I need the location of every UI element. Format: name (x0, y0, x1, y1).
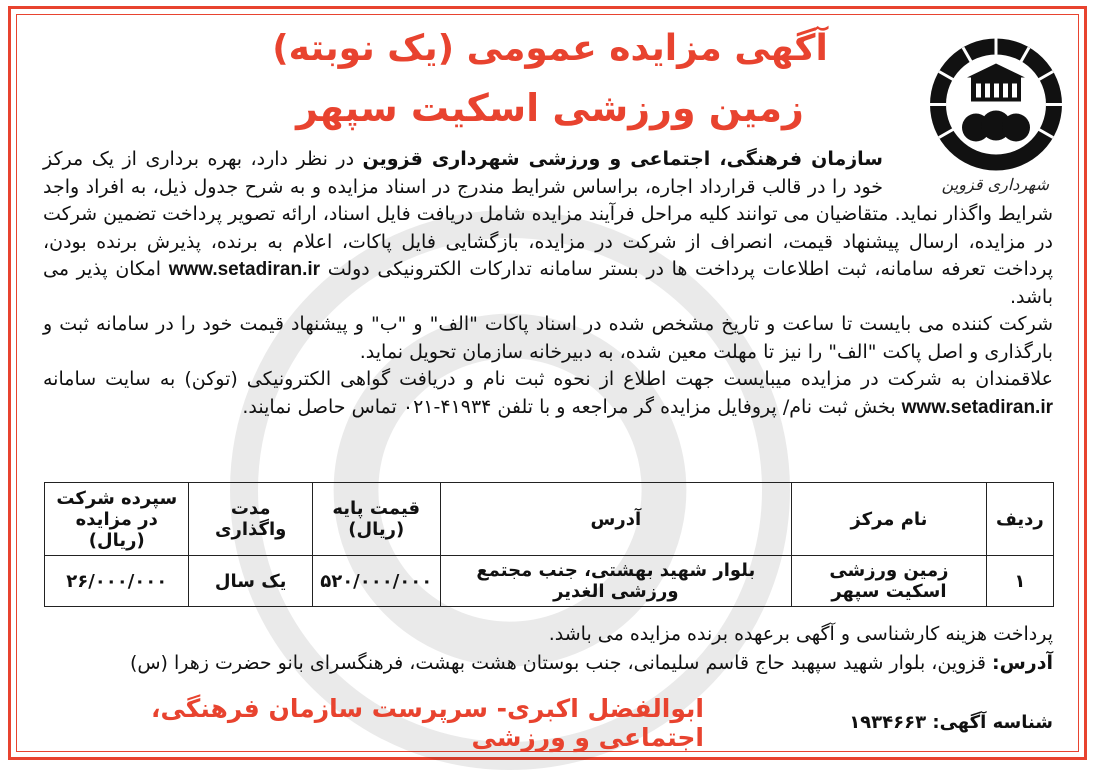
cell-center-name: زمین ورزشی اسکیت سپهر (792, 556, 987, 607)
address-label: آدرس: (991, 652, 1053, 674)
footer (43, 620, 1053, 678)
header-address: آدرس (440, 483, 792, 556)
header-deposit: سپرده شرکت در مزایده (ریال) (45, 483, 189, 556)
ad-subtitle: زمین ورزشی اسکیت سپهر (296, 86, 804, 130)
signature: ابوالفضل اکبری- سرپرست سازمان فرهنگی، اجتماعی و ورزشی (151, 694, 704, 752)
logo-caption: شهرداری قزوین (941, 175, 1049, 194)
paragraph-1 (43, 146, 1053, 311)
cell-row-number: ۱ (986, 556, 1053, 607)
header-row-number: ردیف (986, 483, 1053, 556)
cell-duration: یک سال (189, 556, 312, 607)
address-value: قزوین، بلوار شهید سپهبد حاج قاسم سلیمانی، جنب بوستان هشت بهشت، فرهنگسرای بانو حضرت زهرا (س) (129, 652, 986, 674)
table-row (45, 556, 1054, 607)
paragraph-3-text: علاقمندان به شرکت در مزایده میبایست جهت اطلاع از نحوه ثبت نام و دریافت گواهی الکترونیکی (توکن) به سایت سامانه (43, 368, 1053, 390)
table-header-row (45, 483, 1054, 556)
header-duration: مدت واگذاری (189, 483, 312, 556)
address-line (43, 649, 1053, 678)
website-link-1[interactable]: www.setadiran.ir (168, 259, 321, 280)
cell-deposit: ۲۶/۰۰۰/۰۰۰ (45, 556, 189, 607)
cost-note: پرداخت هزینه کارشناسی و آگهی برعهده برنده مزایده می باشد. (548, 623, 1053, 645)
paragraph-2: شرکت کننده می بایست تا ساعت و تاریخ مشخص شده در اسناد پاکات "الف" و "ب" و پیشنهاد قیمت خود را در سامانه ثبت و بارگذاری و اصل پاکت "الف" را نیز تا مهلت معین شده، به دبیرخانه سازمان تحویل نماید. (43, 313, 1053, 363)
header-center-name: نام مرکز (792, 483, 987, 556)
header-base-price: قیمت پایه (ریال) (312, 483, 440, 556)
ad-body (43, 146, 1053, 421)
paragraph-3 (43, 366, 1053, 421)
website-link-2[interactable]: www.setadiran.ir (901, 396, 1053, 418)
paragraph-1-text: در نظر دارد، بهره برداری از یک مرکز خود را در قالب قرارداد اجاره، براساس شرایط مندرج در اسناد مزایده و به شرح جدول ذیل، به افراد واجد شرایط واگذار نماید. متقاضیان می توانند کلیه مراحل فرآیند مزایده شامل دریافت فایل اسناد، ارائه تصویر پرداخت تضمین شرکت در مزایده، ارسال پیشنهاد قیمت، انصراف از شرکت در مزایده، بازگشایی فایل پاکات، اعلام به برنده، پذیرش برنده بودن، پرداخت تعرفه سامانه، ثبت اطلاعات پرداخت ها در بستر سامانه تدارکات الکترونیکی دولت (43, 148, 1054, 280)
ad-id-label: شناسه آگهی: (932, 712, 1053, 733)
ad-title: آگهی مزایده عمومی (یک نوبته) (272, 28, 828, 69)
ad-id-value: ۱۹۳۴۶۶۳ (849, 712, 927, 733)
cell-address: بلوار شهید بهشتی، جنب مجتمع ورزشی الغدیر (440, 556, 792, 607)
paragraph-1-end: امکان پذیر می باشد. (43, 258, 1053, 308)
organization-name: سازمان فرهنگی، اجتماعی و ورزشی شهرداری قزوین (362, 148, 883, 170)
ad-id (849, 712, 1053, 733)
cell-base-price: ۵۲۰/۰۰۰/۰۰۰ (312, 556, 440, 607)
paragraph-3-end: بخش ثبت نام/ پروفایل مزایده گر مراجعه و با تلفن ۴۱۹۳۴-۰۲۱ تماس حاصل نمایند. (242, 395, 896, 418)
auction-table (44, 482, 1054, 607)
